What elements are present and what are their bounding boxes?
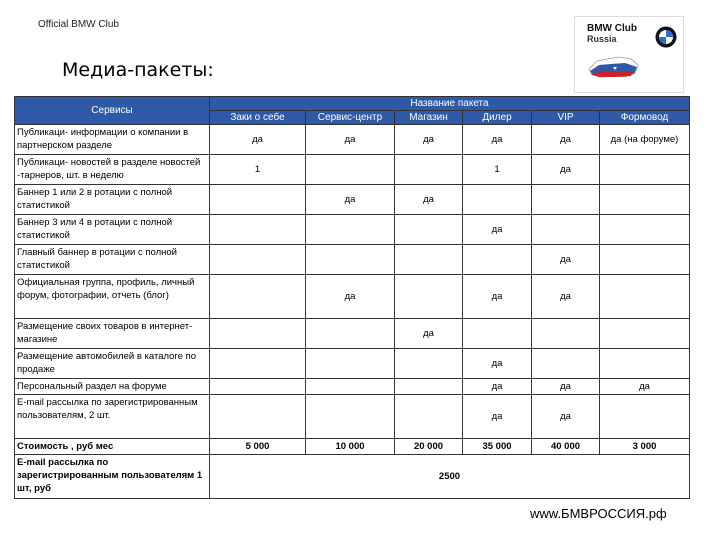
table-cell <box>600 319 690 349</box>
service-name: Публикаци- новостей в разделе новостей -тарнеров, шт. в неделю <box>15 155 210 185</box>
table-row <box>15 319 690 349</box>
table-cell <box>463 185 532 215</box>
logo-text-line2: Russia <box>587 34 617 44</box>
bmw-club-russia-logo <box>574 16 684 93</box>
table-cell: да <box>395 185 463 215</box>
table-cell: да <box>463 125 532 155</box>
table-cell <box>395 155 463 185</box>
table-cell <box>210 319 306 349</box>
service-name: Официальная группа, профиль, личный форум, фотографии, отчеть (блог) <box>15 275 210 319</box>
media-packages-table <box>14 96 690 499</box>
table-cell: да <box>463 395 532 439</box>
page-title: Медиа-пакеты: <box>62 59 214 81</box>
table-cell: 1 <box>463 155 532 185</box>
column-header: Формовод <box>600 111 690 125</box>
table-cell <box>600 155 690 185</box>
table-cell <box>210 215 306 245</box>
table-cell: да <box>532 395 600 439</box>
table-cell: 40 000 <box>532 439 600 455</box>
website-link[interactable]: www.БМВРОССИЯ.рф <box>530 506 667 521</box>
services-header: Сервисы <box>15 97 210 125</box>
table-row <box>15 349 690 379</box>
table-cell: да <box>532 379 600 395</box>
russia-map-icon <box>585 49 641 85</box>
service-name: E-mail рассылка по зарегистрированным пользователям, 2 шт. <box>15 395 210 439</box>
table-cell <box>395 245 463 275</box>
table-cell: да <box>463 275 532 319</box>
table-cell <box>210 349 306 379</box>
table-cell <box>532 319 600 349</box>
table-row <box>15 395 690 439</box>
table-cell <box>306 245 395 275</box>
table-cell: да <box>463 379 532 395</box>
table-cell <box>210 395 306 439</box>
table-cell: да <box>463 349 532 379</box>
table-cell: 35 000 <box>463 439 532 455</box>
table-cell: 5 000 <box>210 439 306 455</box>
service-name: Публикаци- информации о компании в партнерском разделе <box>15 125 210 155</box>
table-cell: да <box>532 155 600 185</box>
table-cell: да <box>532 245 600 275</box>
table-cell: да <box>210 125 306 155</box>
table-cell: да <box>532 125 600 155</box>
table-cell: да <box>463 215 532 245</box>
table-cell: 20 000 <box>395 439 463 455</box>
table-cell <box>395 349 463 379</box>
table-row <box>15 439 690 455</box>
table-cell <box>306 379 395 395</box>
table-row <box>15 379 690 395</box>
table-cell <box>395 379 463 395</box>
table-cell: 3 000 <box>600 439 690 455</box>
table-cell: да <box>395 125 463 155</box>
table-cell <box>600 275 690 319</box>
table-row <box>15 125 690 155</box>
table-cell: да <box>532 275 600 319</box>
service-name: Стоимость , руб мес <box>15 439 210 455</box>
table-row <box>15 215 690 245</box>
table-row <box>15 455 690 499</box>
club-label: Official BMW Club <box>38 19 119 30</box>
table-cell <box>600 395 690 439</box>
column-header: Дилер <box>463 111 532 125</box>
table-cell <box>600 215 690 245</box>
packages-header: Название пакета <box>210 97 690 111</box>
table-cell <box>600 245 690 275</box>
table-cell <box>532 215 600 245</box>
service-name: Размещение своих товаров в интернет-магазине <box>15 319 210 349</box>
table-cell <box>306 319 395 349</box>
service-name: Баннер 1 или 2 в ротации с полной статистикой <box>15 185 210 215</box>
table-cell <box>600 185 690 215</box>
table-row <box>15 275 690 319</box>
table-cell <box>395 275 463 319</box>
table-cell: да <box>395 319 463 349</box>
table-cell: да <box>306 185 395 215</box>
column-header: Магазин <box>395 111 463 125</box>
table-cell <box>532 185 600 215</box>
table-cell <box>210 185 306 215</box>
table-row <box>15 155 690 185</box>
table-cell: 2500 <box>210 455 690 499</box>
table-cell: да <box>306 275 395 319</box>
bmw-roundel-icon <box>655 26 677 48</box>
table-cell <box>306 395 395 439</box>
column-header: Сервис-центр <box>306 111 395 125</box>
table-cell <box>463 245 532 275</box>
table-cell <box>306 155 395 185</box>
table-cell: да (на форуме) <box>600 125 690 155</box>
table-cell <box>210 245 306 275</box>
logo-text-line1: BMW Club <box>587 23 637 34</box>
column-header: VIP <box>532 111 600 125</box>
table-cell: 1 <box>210 155 306 185</box>
table-cell <box>600 349 690 379</box>
column-header: Заки о себе <box>210 111 306 125</box>
table-cell <box>210 275 306 319</box>
table-cell: 10 000 <box>306 439 395 455</box>
table-cell: да <box>600 379 690 395</box>
table-cell: да <box>306 125 395 155</box>
table-cell <box>463 319 532 349</box>
service-name: Главный баннер в ротации с полной статистикой <box>15 245 210 275</box>
table-cell <box>532 349 600 379</box>
table-cell <box>306 349 395 379</box>
table-cell <box>210 379 306 395</box>
service-name: Баннер 3 или 4 в ротации с полной статистикой <box>15 215 210 245</box>
table-row <box>15 245 690 275</box>
service-name: E-mail рассылка по зарегистрированным пользователям 1 шт, руб <box>15 455 210 499</box>
table-row <box>15 185 690 215</box>
table-cell <box>395 215 463 245</box>
service-name: Персональный раздел на форуме <box>15 379 210 395</box>
table-cell <box>395 395 463 439</box>
table-cell <box>306 215 395 245</box>
service-name: Размещение автомобилей в каталоге по продаже <box>15 349 210 379</box>
